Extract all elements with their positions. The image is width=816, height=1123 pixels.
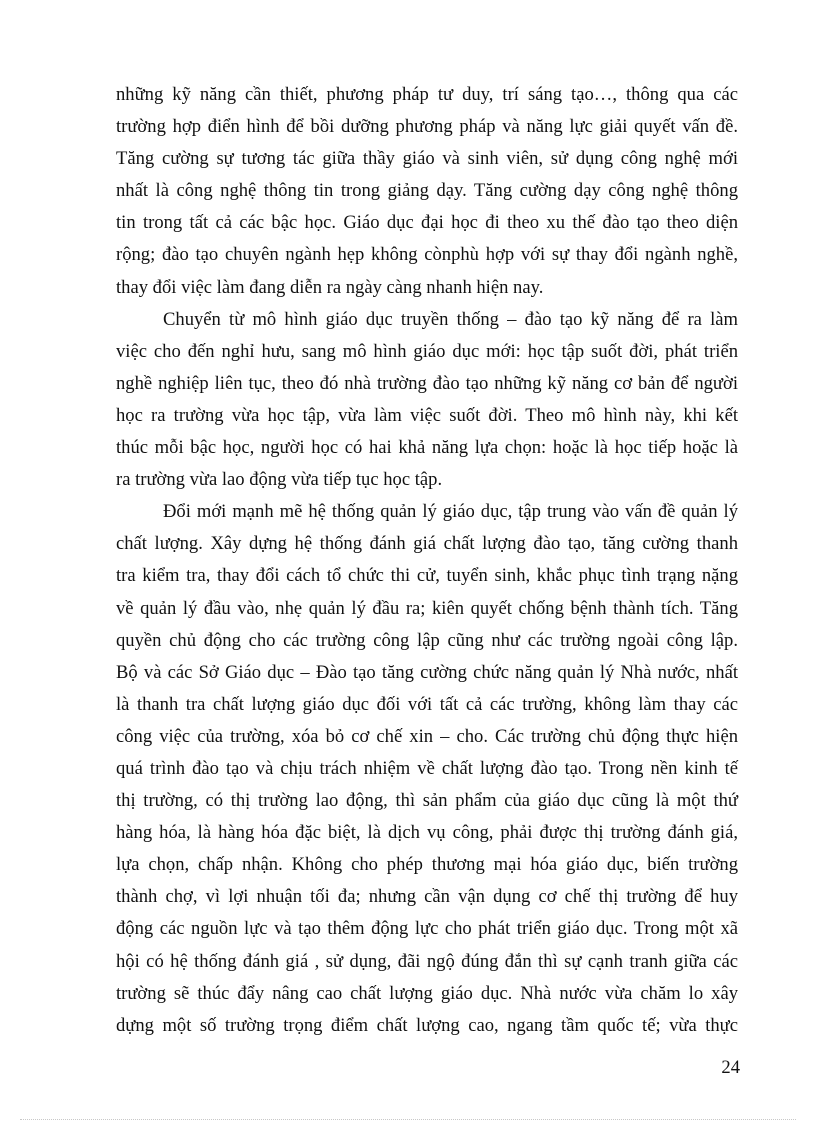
text-line: trường hợp điển hình để bồi dưỡng phương pháp và năng lực giải quyết vấn đề. bbox=[116, 116, 738, 138]
paragraph bbox=[116, 496, 738, 1042]
text-line: hội có hệ thống đánh giá , sử dụng, đãi ngộ đúng đắn thì sự cạnh tranh giữa các bbox=[116, 950, 738, 972]
text-line: tin trong tất cả các bậc học. Giáo dục đại học đi theo xu thế đào tạo theo diện bbox=[116, 212, 738, 234]
paragraph bbox=[116, 79, 738, 304]
text-line: trường sẽ thúc đẩy nâng cao chất lượng giáo dục. Nhà nước vừa chăm lo xây bbox=[116, 982, 738, 1004]
text-line: học ra trường vừa học tập, vừa làm việc suốt đời. Theo mô hình này, khi kết bbox=[116, 404, 738, 426]
page-bottom-divider bbox=[20, 1119, 796, 1120]
text-line: Đổi mới mạnh mẽ hệ thống quản lý giáo dục, tập trung vào vấn đề quản lý bbox=[163, 501, 738, 523]
text-line: rộng; đào tạo chuyên ngành hẹp không cònphù hợp với sự thay đổi ngành nghề, bbox=[116, 244, 738, 266]
text-line: công việc của trường, xóa bỏ cơ chế xin – cho. Các trường chủ động thực hiện bbox=[116, 725, 738, 747]
text-line: thành chợ, vì lợi nhuận tối đa; nhưng cần vận dụng cơ chế thị trường để huy bbox=[116, 886, 738, 908]
text-line: thị trường, có thị trường lao động, thì sản phẩm của giáo dục cũng là một thứ bbox=[116, 790, 738, 812]
text-line: thúc mỗi bậc học, người học có hai khả năng lựa chọn: hoặc là học tiếp hoặc là bbox=[116, 437, 738, 459]
text-line: những kỹ năng cần thiết, phương pháp tư duy, trí sáng tạo…, thông qua các bbox=[116, 84, 738, 105]
page-number: 24 bbox=[721, 1057, 740, 1078]
body-text bbox=[116, 79, 738, 1042]
text-line: nghề nghiệp liên tục, theo đó nhà trường đào tạo những kỹ năng cơ bản để người bbox=[116, 372, 738, 394]
text-line: dựng một số trường trọng điểm chất lượng cao, ngang tầm quốc tế; vừa thực bbox=[116, 1014, 738, 1036]
text-line: Chuyển từ mô hình giáo dục truyền thống – đào tạo kỹ năng để ra làm bbox=[163, 308, 738, 330]
text-line: tra kiểm tra, thay đổi cách tổ chức thi cử, tuyển sinh, khắc phục tình trạng nặng bbox=[116, 565, 738, 587]
text-line: về quản lý đầu vào, nhẹ quản lý đầu ra; kiên quyết chống bệnh thành tích. Tăng bbox=[116, 597, 738, 619]
text-line: quyền chủ động cho các trường công lập cũng như các trường ngoài công lập. bbox=[116, 629, 738, 651]
text-line: động các nguồn lực và tạo thêm động lực cho phát triển giáo dục. Trong một xã bbox=[116, 918, 738, 940]
text-line: là thanh tra chất lượng giáo dục đối với tất cả các trường, không làm thay các bbox=[116, 693, 738, 715]
text-line: Tăng cường sự tương tác giữa thầy giáo và sinh viên, sử dụng công nghệ mới bbox=[116, 148, 738, 170]
text-line: quá trình đào tạo và chịu trách nhiệm về chất lượng đào tạo. Trong nền kinh tế bbox=[116, 757, 738, 779]
text-line: việc cho đến nghỉ hưu, sang mô hình giáo dục mới: học tập suốt đời, phát triển bbox=[116, 340, 738, 362]
text-line: lựa chọn, chấp nhận. Không cho phép thương mại hóa giáo dục, biến trường bbox=[116, 854, 738, 876]
text-line: Bộ và các Sở Giáo dục – Đào tạo tăng cường chức năng quản lý Nhà nước, nhất bbox=[116, 661, 738, 683]
text-line: thay đổi việc làm đang diễn ra ngày càng nhanh hiện nay. bbox=[116, 276, 544, 298]
text-line: ra trường vừa lao động vừa tiếp tục học tập. bbox=[116, 469, 443, 491]
text-line: chất lượng. Xây dựng hệ thống đánh giá chất lượng đào tạo, tăng cường thanh bbox=[116, 533, 738, 555]
text-line: nhất là công nghệ thông tin trong giảng dạy. Tăng cường dạy công nghệ thông bbox=[116, 180, 738, 202]
text-line: hàng hóa, là hàng hóa đặc biệt, là dịch vụ công, phải được thị trường đánh giá, bbox=[116, 822, 738, 844]
paragraph bbox=[116, 304, 738, 497]
